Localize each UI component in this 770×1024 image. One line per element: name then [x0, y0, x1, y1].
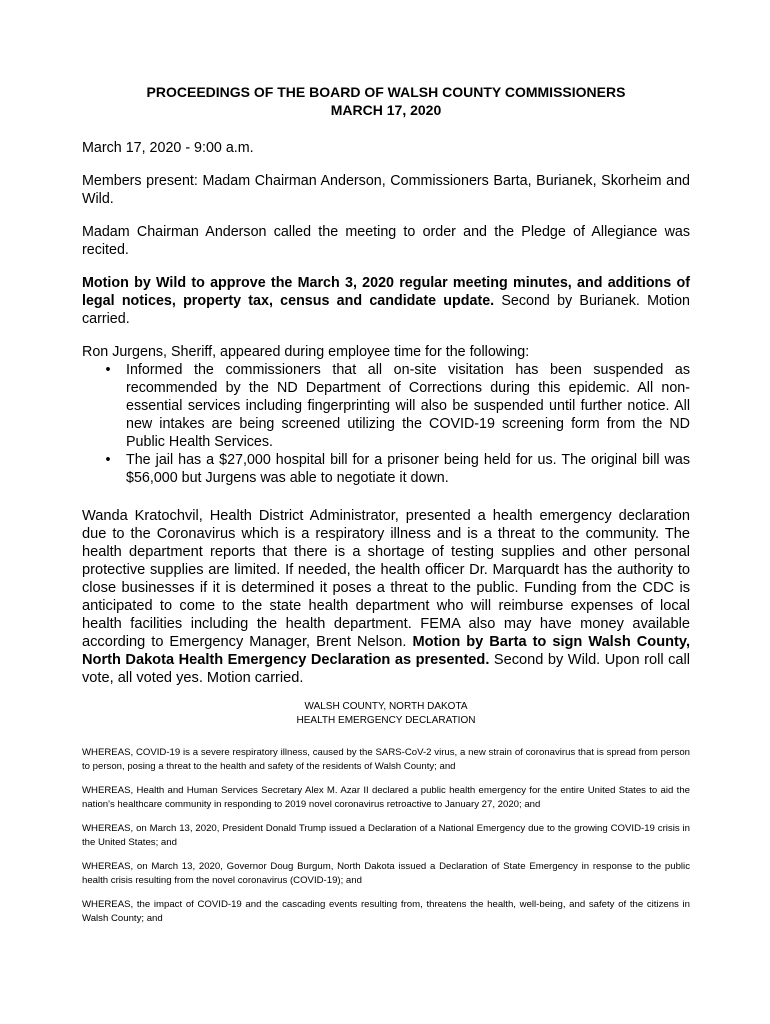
motion-minutes-rest: Second by Burianek. Motion carried.: [82, 293, 690, 327]
document-title: PROCEEDINGS OF THE BOARD OF WALSH COUNTY COMMISSIONERS: [146, 84, 626, 100]
declaration-subheading: HEALTH EMERGENCY DECLARATION: [296, 715, 476, 726]
meeting-date-time: March 17, 2020 - 9:00 a.m.: [82, 140, 254, 156]
motion-minutes: [82, 274, 690, 328]
motion-minutes-bold: Motion by Wild to approve the March 3, 2020 regular meeting minutes, and additions of legal notices, property tax, census and candidate update.: [82, 275, 690, 309]
whereas-clause: WHEREAS, on March 13, 2020, President Donald Trump issued a Declaration of a National Emergency due to the growing COVID-19 crisis in the United States; and: [82, 823, 690, 848]
health-declaration-paragraph: [82, 507, 690, 687]
members-present: Members present: Madam Chairman Anderson, Commissioners Barta, Burianek, Skorheim and Wild.: [82, 173, 690, 207]
health-text: Wanda Kratochvil, Health District Administrator, presented a health emergency declaration due to the Coronavirus which is a respiratory illness and is a threat to the community. The health department reports that there is a shortage of testing supplies and other personal protective supplies are limited. If needed, the health officer Dr. Marquardt has the authority to close businesses if it is determined it poses a threat to the public. Funding from the CDC is anticipated to come to the state health department who will reimburse expenses of local health facilities including the health department. FEMA also may have money available according to Emergency Manager, Brent Nelson.: [82, 508, 690, 650]
whereas-clause: WHEREAS, Health and Human Services Secretary Alex M. Azar II declared a public health emergency for the entire United States to aid the nation's healthcare community in responding to 2019 novel coronavirus retroactive to January 27, 2020; and: [82, 785, 690, 810]
motion-declaration-rest: Second by Wild. Upon roll call vote, all voted yes. Motion carried.: [82, 652, 690, 686]
list-item: [105, 451, 690, 487]
sheriff-intro: Ron Jurgens, Sheriff, appeared during employee time for the following:: [82, 344, 530, 360]
sheriff-bullet-list: [82, 361, 690, 487]
call-to-order: Madam Chairman Anderson called the meeting to order and the Pledge of Allegiance was recited.: [82, 224, 690, 258]
whereas-clause: WHEREAS, the impact of COVID-19 and the cascading events resulting from, threatens the health, well-being, and safety of the citizens in Walsh County; and: [82, 899, 690, 924]
document-page: [82, 83, 690, 925]
whereas-clause: WHEREAS, COVID-19 is a severe respiratory illness, caused by the SARS-CoV-2 virus, a new strain of coronavirus that is spread from person to person, posing a threat to the health and safety of the residents of Walsh County; and: [82, 747, 690, 772]
document-title-date: MARCH 17, 2020: [330, 102, 442, 118]
bullet-text: Informed the commissioners that all on-site visitation has been suspended as recommended by the ND Department of Corrections during this epidemic. All non-essential services including fingerprinting will also be suspended until further notice. All new intakes are being screened utilizing the COVID-19 screening form from the ND Public Health Services.: [126, 362, 690, 450]
declaration-heading: WALSH COUNTY, NORTH DAKOTA: [304, 701, 468, 712]
list-item: [105, 361, 690, 451]
motion-declaration-bold: Motion by Barta to sign Walsh County, North Dakota Health Emergency Declaration as presented.: [82, 634, 690, 668]
bullet-icon: •: [105, 362, 111, 378]
bullet-text: The jail has a $27,000 hospital bill for a prisoner being held for us. The original bill was $56,000 but Jurgens was able to negotiate it down.: [126, 452, 690, 486]
whereas-clause: WHEREAS, on March 13, 2020, Governor Doug Burgum, North Dakota issued a Declaration of State Emergency in response to the public health crisis resulting from the novel coronavirus (COVID-19); and: [82, 861, 690, 886]
bullet-icon: •: [105, 452, 111, 468]
